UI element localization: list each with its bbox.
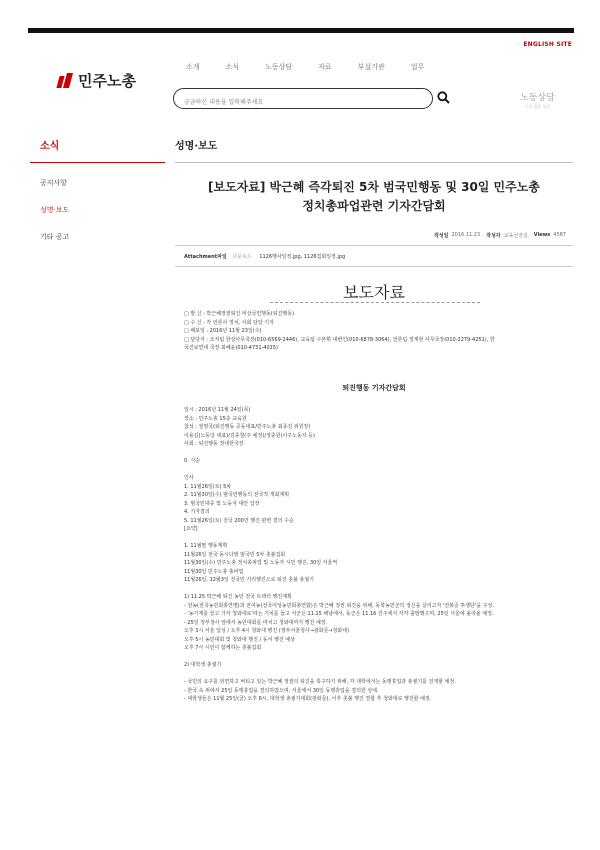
body-line: 참석 : 권영국(퇴진행동 공동대표/민주노총 최종진 위원장)	[184, 424, 311, 430]
body-line: [요약]	[184, 526, 198, 532]
nav-item-news[interactable]: 소식	[225, 63, 240, 71]
article-meta	[434, 232, 572, 239]
nav-item-about[interactable]: 소개	[186, 63, 200, 71]
body-line: 오후 7시 시민이 함께하는 촛불집회	[184, 645, 262, 651]
body-line: - '농기계를 끌고 가자 청와대로'라는 기치를 들고 서군은 11.15 해남에서, 동군은 11.16 진주에서 각각 출발했으며, 25일 서울에 올라올 예정.	[184, 611, 494, 617]
attachment-label: Attachment파일	[184, 254, 227, 260]
top-bar	[28, 28, 574, 33]
body-line	[184, 449, 574, 458]
sidebar-item-other-notices[interactable]: 기타 공고	[40, 233, 70, 241]
body-line: 1) 11.25 박근혜 퇴진 농민 전국 트랙터 행진계획	[184, 594, 292, 600]
body-line: 11월26일, 12월3일 전국민 거리행진으로 퇴진 촛불 총궐기	[184, 577, 314, 583]
counsel-subtitle: 무료 법률 상담	[524, 104, 551, 109]
nav-item-work[interactable]: 업무	[410, 63, 425, 71]
body-line: - 25일 정부청사 앞에서 농민대회를 마치고 청와대까지 행진 예정.	[184, 619, 328, 626]
press-info-line: □ 발 신 : 박근혜정권퇴진 비상국민행동(퇴진행동)	[184, 311, 295, 317]
attachment-sub-label: 다운로드	[232, 254, 252, 260]
nav-item-counsel[interactable]: 노동상담	[265, 63, 293, 71]
body-line	[184, 534, 574, 543]
press-info-line: □ 배포일 : 2016년 11월 23일(수)	[184, 328, 262, 335]
english-site-link[interactable]: ENGLISH SITE	[523, 41, 572, 48]
counsel-title: 노동상담	[520, 93, 555, 103]
article-title	[175, 178, 573, 216]
body-line	[184, 585, 574, 594]
date-value: 2016.11.23	[451, 232, 481, 238]
body-line: 일시 : 2016년 11월 24일(목)	[184, 407, 251, 413]
press-info	[184, 310, 569, 353]
body-line: - 국민의 요구를 외면하고 버티고 있는 박근혜 정권의 퇴진을 촉구하기 위해, 각 대학에서는 동맹휴업과 총궐기를 전개할 예정.	[184, 679, 456, 685]
press-info-line: □ 수 신 : 각 언론사 정치, 사회 담당 기자	[184, 319, 274, 326]
body-line: - 대학생들은 11월 25일(금) 오후 6시, 대학생 총궐기대회(광화문), 이후 촛불 행진 결합 후 청와대로 행진할 예정.	[184, 696, 432, 702]
search-input[interactable]	[182, 98, 426, 107]
counsel-link[interactable]	[520, 90, 555, 110]
author-label: 작성자	[486, 233, 501, 239]
attachment-divider-bottom	[175, 266, 573, 267]
body-line: 11월26일 전국 동시다발 범국민 5차 촛불집회	[184, 551, 286, 558]
article-body	[184, 406, 574, 704]
body-line: 0. 식순	[184, 458, 201, 464]
date-label: 작성일	[433, 233, 449, 239]
sidebar-title: 소식	[40, 141, 60, 152]
body-line: - 한국 속 위에서 25일 동맹휴업을 결의하였으며, 서울에서 30일 동맹휴업을 결의한 상태.	[184, 687, 379, 694]
body-line: 사회 : 퇴진행동 정대한국장	[184, 441, 244, 447]
body-line	[184, 466, 574, 475]
article-title-line2: 정치총파업관련 기자간담회	[302, 199, 446, 213]
body-line: 장소 : 민주노총 15층 교육원	[184, 415, 247, 422]
body-line	[184, 670, 574, 679]
body-line: 5. 11월26일(토) 전국 200만 행진 관련 결의 수순	[184, 517, 294, 524]
press-info-line: 국진보연대 국장 최혜윤(010-4731-4015)	[184, 345, 278, 352]
page-title: 성명·보도	[175, 141, 218, 152]
body-line: - 전농(전국농민회총연맹)과 전여농(전국여성농민회총연합)은 박근혜 정권 퇴진을 위해, 동학농민군의 정신을 살리고자 '전봉준 투쟁단'을 구성.	[184, 602, 494, 609]
nav-item-resources[interactable]: 자료	[318, 63, 332, 71]
body-line: 오후 3시 서울 입성 / 오후 4시 청와대 행진 (정부서울청사→광화문→청와대)	[184, 628, 350, 634]
sidebar-divider	[30, 162, 165, 163]
views-label: Views	[533, 232, 551, 238]
body-line: 이용길(노동당 대표)/김종철(주 예정)/정종원(이주노동자 등)	[184, 432, 315, 439]
body-line: 오후 5시 농민대회 및 청와대 행진 / 동서 행진 예상	[184, 636, 295, 643]
search-box	[173, 88, 433, 109]
attachment-divider-top	[175, 245, 573, 246]
kctu-logo-icon	[58, 73, 74, 89]
logo-text: 민주노총	[78, 72, 136, 90]
sidebar-item-notices[interactable]: 공지사항	[40, 179, 68, 187]
views-value: 4587	[553, 232, 566, 238]
attachment-row	[184, 253, 345, 260]
body-line: 3. 범국민대중 및 노동자 대안 입장	[184, 500, 260, 507]
press-heading-rule	[270, 302, 480, 303]
press-info-line: □ 담당자 : 조직팀 한상사무국장(010-6569-2446), 교육팀 구본휘 대변인(010-6878-3064), 언론팀 정재현 사무국장(010-2279-4251), 한	[184, 336, 495, 343]
body-line: 1. 11월26일(토) 5차	[184, 483, 232, 490]
body-line: 2. 11월30일(수) 범국민행동의 전국적 개최계획	[184, 492, 290, 498]
body-line: 11월30일 민주노총 총파업	[184, 568, 244, 575]
logo[interactable]	[58, 70, 136, 91]
section-heading: 퇴진행동 기자간담회	[342, 384, 406, 392]
nav-item-institutes[interactable]: 부설기관	[357, 63, 385, 71]
body-line: 11월30일(수) 민주노총 정치총파업 및 노동자 시민 행진, 30일 서울역	[184, 560, 338, 566]
author-value: 교육선전실	[503, 233, 528, 239]
main-nav	[186, 62, 450, 72]
body-line: 2) 대학생 총궐기	[184, 662, 222, 668]
body-line: 4. 기자질의	[184, 509, 210, 515]
sidebar-item-statements[interactable]: 성명·보도	[40, 206, 70, 214]
title-divider	[175, 162, 573, 163]
body-line	[184, 653, 574, 662]
search-icon[interactable]	[437, 91, 450, 104]
article-title-line1: [보도자료] 박근혜 즉각퇴진 5차 범국민행동 및 30일 민주노총	[208, 180, 540, 194]
body-line: 인사	[184, 475, 194, 481]
attachment-files-link[interactable]: 1126행사일정.jpg, 1126집회일정.jpg	[259, 254, 346, 260]
body-line: 1. 11월말 행동계획	[184, 543, 228, 549]
press-heading: 보도자료	[343, 283, 405, 302]
